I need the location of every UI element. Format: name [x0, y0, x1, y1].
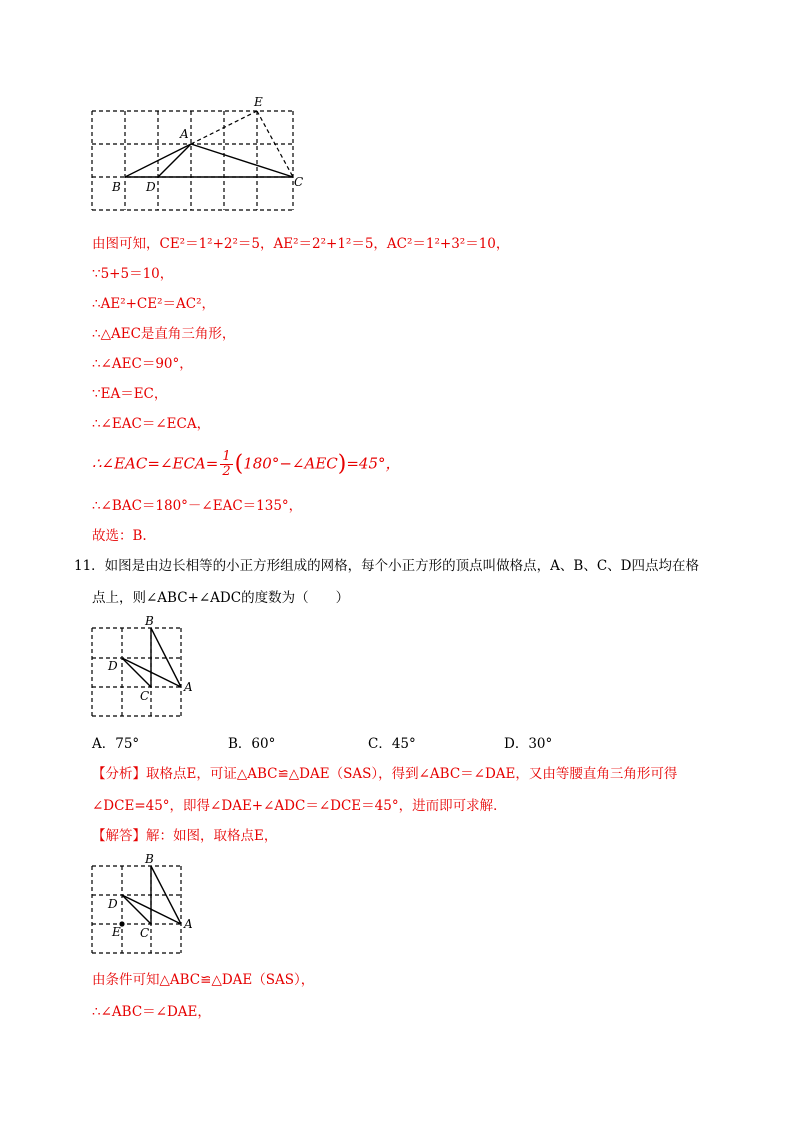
option-b: B．60°	[228, 736, 276, 752]
label-a: A	[184, 680, 193, 694]
answer-tag: 【解答】	[92, 828, 146, 844]
question11-line2: 点上，则∠ABC+∠ADC的度数为（ ）	[92, 590, 350, 606]
solution11-line2: ∴∠ABC＝∠DAE，	[92, 1004, 211, 1020]
label-b: B	[145, 852, 154, 866]
answer-text: 解：如图，取格点E，	[146, 828, 278, 844]
solution10-answer: 故选：B.	[92, 528, 147, 544]
option-a: A．75°	[92, 736, 140, 752]
formula-left: ∴∠EAC=∠ECA=	[92, 454, 219, 473]
label-d: D	[108, 897, 118, 911]
solution10-line9: ∴∠BAC＝180°－∠EAC＝135°，	[92, 498, 303, 514]
question11-line1: 11．如图是由边长相等的小正方形组成的网格，每个小正方形的顶点叫做格点，A、B、C、D四点均在格	[74, 558, 699, 574]
label-e: E	[112, 925, 121, 939]
solution10-line6: ∵EA＝EC，	[92, 386, 168, 402]
label-e: E	[254, 95, 263, 109]
solution10-line4: ∴△AEC是直角三角形，	[92, 326, 236, 342]
analysis11-line1: 【分析】取格点E，可证△ABC≌△DAE（SAS），得到∠ABC＝∠DAE，又由等腰直角三角形可得	[92, 766, 678, 782]
option-c: C．45°	[368, 736, 416, 752]
figure-triangle-aec	[88, 94, 303, 214]
label-a: A	[180, 127, 189, 141]
solution10-line8: ∴∠EAC=∠ECA= $\frac{1}{2}$ (180°−∠AEC)=45°，	[92, 449, 401, 479]
fraction-half: $\frac{1}{2}$	[222, 449, 231, 479]
label-a: A	[184, 917, 193, 931]
solution10-line2: ∵5+5＝10，	[92, 266, 174, 282]
label-b: B	[145, 614, 154, 628]
analysis11-line2: ∠DCE=45°，即得∠DAE+∠ADC＝∠DCE＝45°，进而即可求解．	[92, 798, 507, 814]
solution10-line5: ∴∠AEC＝90°，	[92, 356, 193, 372]
solution10-line7: ∴∠EAC＝∠ECA，	[92, 416, 211, 432]
label-d: D	[146, 180, 156, 194]
figure-question11	[88, 614, 198, 720]
answer11-heading	[92, 826, 277, 846]
solution11-line1: 由条件可知△ABC≌△DAE（SAS），	[92, 972, 315, 988]
figure-answer11	[88, 850, 198, 956]
solution10-line1: 由图可知，CE²＝1²+2²＝5，AE²＝2²+1²＝5，AC²＝1²+3²＝10，	[92, 236, 510, 252]
formula-result: =45°，	[346, 454, 401, 473]
solution10-line3: ∴AE²+CE²＝AC²，	[92, 296, 216, 312]
label-c: C	[140, 926, 150, 940]
label-b: B	[112, 180, 121, 194]
label-c: C	[294, 175, 303, 189]
option-d: D．30°	[504, 736, 553, 752]
label-c: C	[140, 689, 150, 703]
formula-paren-content: 180°−∠AEC	[243, 454, 338, 473]
label-d: D	[108, 659, 118, 673]
